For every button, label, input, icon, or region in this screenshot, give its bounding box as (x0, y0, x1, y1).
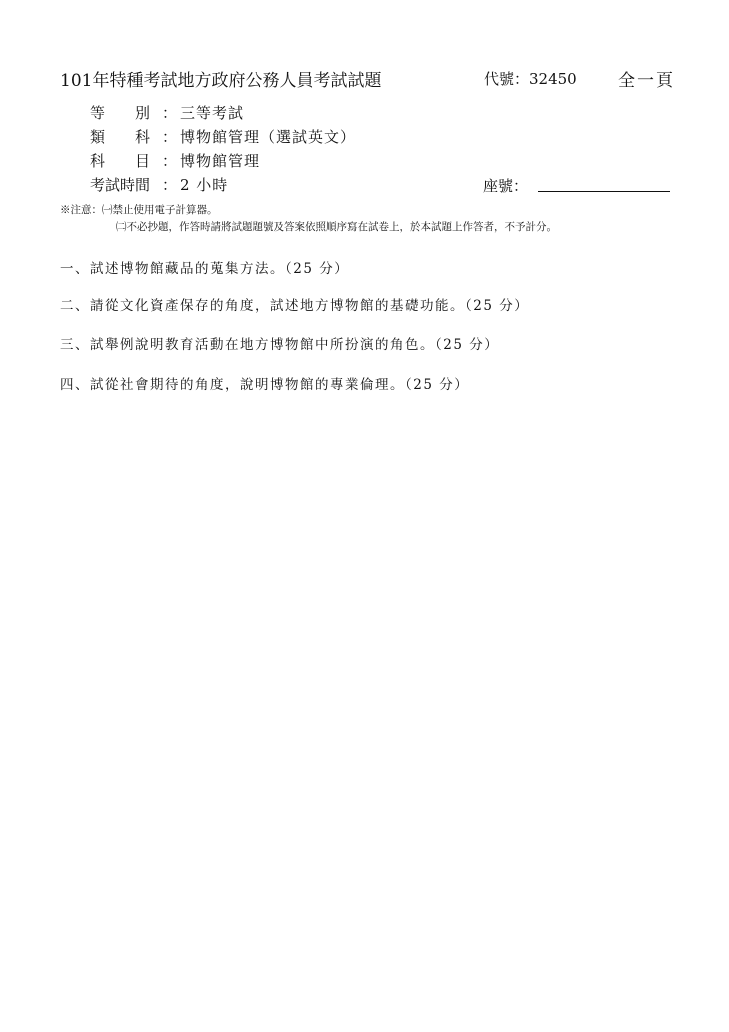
exam-category-label: 類 科 (90, 128, 151, 146)
page-count: 全一頁 (618, 71, 675, 91)
colon: ： (162, 104, 178, 122)
exam-title: 101年特種考試地方政府公務人員考試試題 (60, 71, 382, 91)
exam-subject-label: 科 目 (90, 152, 151, 170)
question-3: 三、試舉例說明教育活動在地方博物館中所扮演的角色。（25 分） (60, 337, 500, 353)
exam-time-value: 2 小時 (180, 176, 229, 194)
colon: ： (162, 176, 178, 194)
notice-prefix: ※注意： (60, 204, 102, 216)
exam-subject-row (90, 150, 260, 171)
exam-subject-value: 博物館管理 (180, 152, 261, 170)
question-2: 二、請從文化資產保存的角度，試述地方博物館的基礎功能。（25 分） (60, 298, 530, 314)
exam-category-value: 博物館管理（選試英文） (180, 128, 357, 146)
exam-category-row (90, 126, 356, 147)
seat-number-blank-line (538, 191, 670, 192)
exam-level-value: 三等考試 (180, 104, 245, 122)
notice-item-2: ㈡不必抄題，作答時請將試題題號及答案依照順序寫在試卷上，於本試題上作答者，不予計分。 (116, 221, 557, 233)
colon: ： (162, 152, 178, 170)
question-4: 四、試從社會期待的角度，說明博物館的專業倫理。（25 分） (60, 377, 470, 393)
exam-time-row (90, 174, 228, 195)
seat-number-label: 座號： (483, 177, 529, 195)
notice-line-1 (60, 202, 218, 217)
exam-level-label: 等 別 (90, 104, 151, 122)
exam-code: 代號：32450 (484, 70, 577, 88)
question-1: 一、試述博物館藏品的蒐集方法。（25 分） (60, 261, 350, 277)
colon: ： (162, 128, 178, 146)
notice-item-1: ㈠禁止使用電子計算器。 (102, 204, 218, 216)
exam-level-row (90, 102, 244, 123)
exam-time-label: 考試時間 (90, 176, 151, 194)
